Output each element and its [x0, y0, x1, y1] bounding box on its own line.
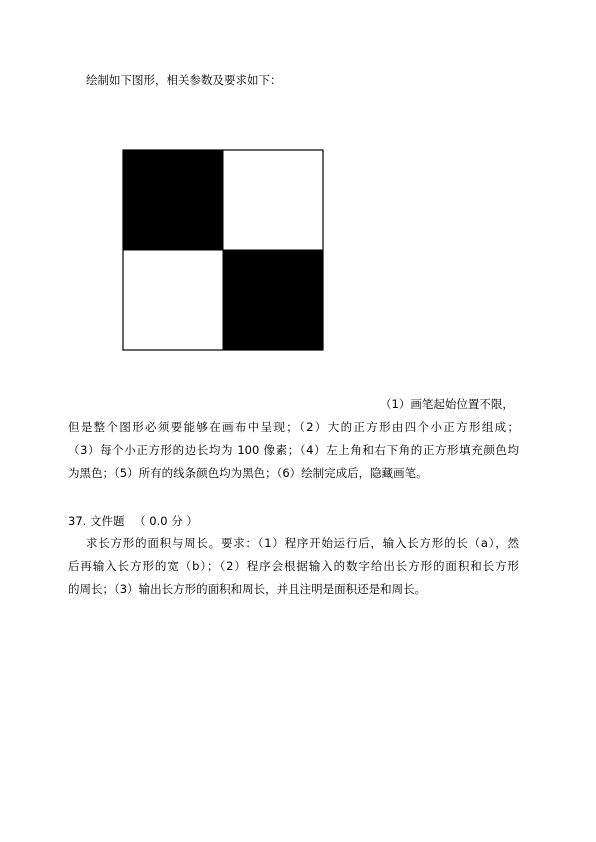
checkerboard-svg	[122, 149, 324, 351]
square-top-right	[223, 150, 323, 250]
question-number: 37.	[68, 514, 87, 528]
square-top-left	[123, 150, 223, 250]
requirement-line-1: （1）画笔起始位置不限，	[380, 397, 514, 411]
question-type: 文件题	[89, 514, 125, 528]
square-bottom-right	[223, 250, 323, 350]
question-header	[68, 513, 198, 529]
question-body-line-1: 求长方形的面积与周长。要求：（1）程序开始运行后，输入长方形的长（a），然	[86, 536, 519, 550]
requirement-line-2: 但是整个图形必须要能够在画布中呈现；（2）大的正方形由四个小正方形组成；	[68, 420, 519, 434]
requirement-line-4: 为黑色；（5）所有的线条颜色均为黑色；（6）绘制完成后，隐藏画笔。	[68, 466, 428, 480]
question-body-line-2: 后再输入长方形的宽（b）；（2）程序会根据输入的数字给出长方形的面积和长方形	[68, 559, 519, 573]
question-body-line-3: 的周长；（3）输出长方形的面积和周长，并且注明是面积还是和周长。	[68, 582, 427, 596]
intro-text: 绘制如下图形，相关参数及要求如下：	[86, 73, 282, 87]
requirement-line-3: （3）每个小正方形的边长均为 100 像素；（4）左上角和右下角的正方形填充颜色均	[68, 443, 519, 457]
checkerboard-figure	[122, 149, 324, 351]
question-score: （ 0.0 分 ）	[134, 514, 198, 528]
square-bottom-left	[123, 250, 223, 350]
